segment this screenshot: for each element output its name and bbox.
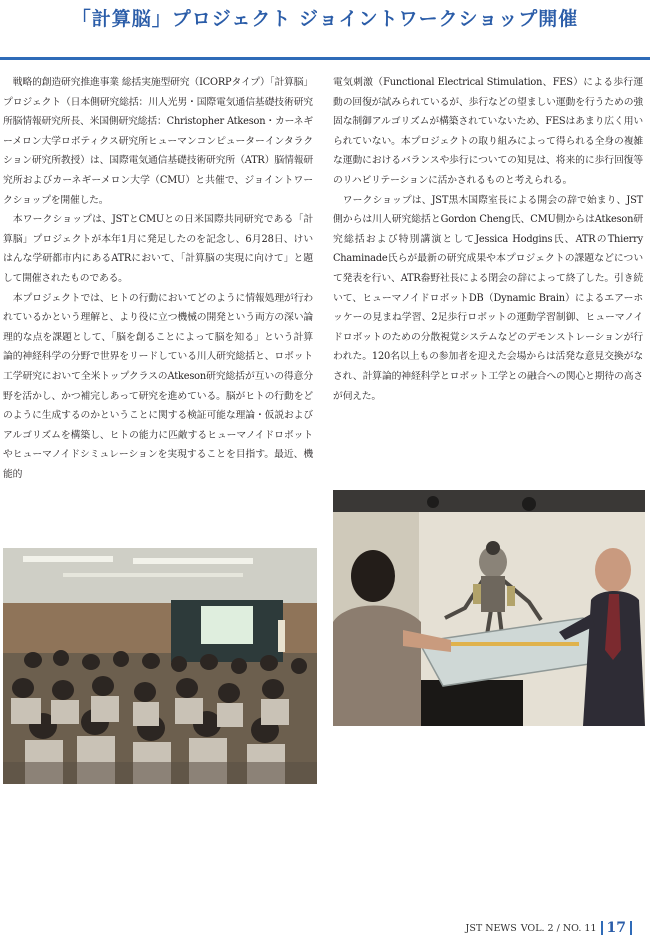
- paragraph: ワークショップは、JST黒木国際室長による開会の辞で始まり、JST側からは川人研究総括とGordon Cheng氏、CMU側からはAtkeson研究総括および特別講演としてJessica Hodgins氏、ATRのThierry Chaminade氏らが最新の研究成果や本プロジェクトの課題などについて発表を行い、ATR畚野社長による閉会の辞によって終了した。引き続いて、ヒューマノイドロボットDB（Dynamic Brain）によるエアーホッケーの見まね学習、2足歩行ロボットの運動学習制御、ヒューマノイドロボットのための分散視覚システムなどのデモンストレーションが行われた。120名以上もの参加者を迎えた会場からは活発な意見交換がなされ、計算論的神経科学とロボット工学との融合への関心と期待の高さが伺えた。: [333, 194, 643, 402]
- page-number: 17: [606, 920, 626, 936]
- right-column: [333, 73, 643, 406]
- article-title: 「計算脳」プロジェクト ジョイントワークショップ開催: [71, 8, 579, 30]
- journal-name: JST NEWS: [465, 922, 517, 934]
- issue-volume: VOL. 2 / NO. 11: [520, 922, 597, 934]
- paragraph: 電気刺激（Functional Electrical Stimulation、FES）による歩行運動の回復が試みられているが、歩行などの望ましい運動を行うための強固な制御アルゴリズムが構築されていないため、FESはあまり広く用いられていない。本プロジェクトの取り組みによって得られる全身の複雑な運動におけるバランスや歩行についての知見は、将来的に歩行回復等のリハビリテーションに活かされるものと考えられる。: [333, 77, 643, 186]
- title-rule: [0, 57, 650, 60]
- left-column: [3, 73, 313, 484]
- robot-demo-photo: [333, 490, 645, 726]
- audience-photo: [3, 548, 317, 784]
- page-footer: [466, 918, 636, 938]
- footer-divider: [601, 921, 603, 935]
- paragraph: 本ワークショップは、JSTとCMUとの日米国際共同研究である「計算脳」プロジェクトが本年1月に発足したのを記念し、6月28日、けいはんな学研都市内にあるATRにおいて、「計算脳の実現に向けて」と題して開催されたものである。: [3, 214, 313, 284]
- footer-divider: [630, 921, 632, 935]
- paragraph: 戦略的創造研究推進事業 総括実施型研究（ICORPタイプ）「計算脳」プロジェクト（日本側研究総括：川人光男・国際電気通信基礎技術研究所脳情報研究所長、米国側研究総括：Christopher Atkeson・カーネギーメロン大学ロボティクス研究所ヒューマンコンピューターインタラクション研究所教授）は、国際電気通信基礎技術研究所（ATR）脳情報研究所およびカーネギーメロン大学（CMU）と共催で、ジョイントワークショップを開催した。: [3, 77, 313, 206]
- paragraph: 本プロジェクトでは、ヒトの行動においてどのように情報処理が行われているかという理解と、より役に立つ機械の開発という両方の深い論理的な点を課題として、「脳を創ることによって脳を知る」という計算論的神経科学の分野で世界をリードしている川人研究総括と、ロボット工学研究において全米トップクラスのAtkeson研究総括が互いの得意分野を活かし、かつ補完しあって研究を進めている。脳がヒトの行動をどのように生成するのかということに関する検証可能な理論・仮説およびアルゴリズムを構築し、ヒトの能力に匹敵するヒューマノイドロボットやヒューマノイドシミュレーションを実現することを目指す。最近、機能的: [3, 292, 313, 480]
